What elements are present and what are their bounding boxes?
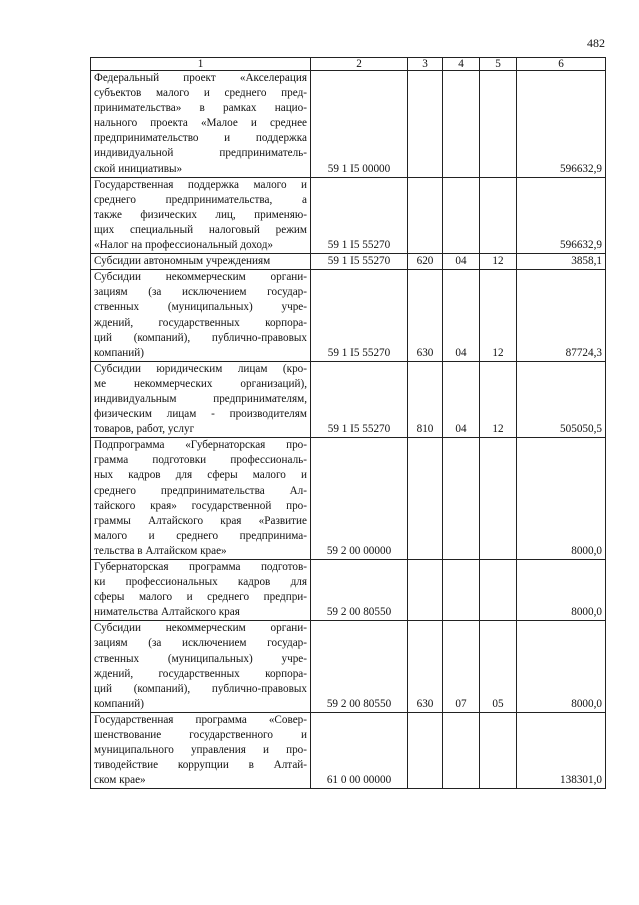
row-name-line: ки профессиональных кадров для: [94, 576, 307, 589]
row-name-line: граммы Алтайского края «Развитие: [94, 514, 307, 527]
column-header: 3: [408, 58, 443, 71]
table-row: [91, 177, 606, 253]
row-name-line: щих специальный налоговый режим: [94, 223, 307, 236]
row-name-line: нимательства Алтайского края: [94, 606, 240, 619]
amount-cell: 596632,9: [517, 177, 606, 253]
section-cell: [443, 560, 480, 621]
column-header: 6: [517, 58, 606, 71]
subsection-cell: 12: [480, 361, 517, 437]
table-row: [91, 71, 606, 178]
section-cell: 04: [443, 270, 480, 362]
subsection-cell: [480, 560, 517, 621]
amount-cell: 138301,0: [517, 712, 606, 788]
column-header: 1: [91, 58, 311, 71]
row-name-line: Губернаторская программа подготов-: [94, 561, 307, 573]
amount-cell: 8000,0: [517, 560, 606, 621]
target-code-cell: 59 1 I5 00000: [311, 71, 408, 178]
row-name-line: также физических лиц, применяю-: [94, 208, 307, 221]
column-header: 4: [443, 58, 480, 71]
row-name-line: ме некоммерческих организаций),: [94, 377, 307, 390]
target-code-cell: 61 0 00 00000: [311, 712, 408, 788]
amount-cell: 87724,3: [517, 270, 606, 362]
expense-type-cell: [408, 438, 443, 560]
row-name-line: индивидуальным предпринимателям,: [94, 392, 307, 405]
row-name-line: субъектов малого и среднего пред-: [94, 87, 307, 100]
target-code-cell: 59 1 I5 55270: [311, 270, 408, 362]
expense-type-cell: 630: [408, 270, 443, 362]
row-name-line: принимательства» в рамках нацио-: [94, 102, 307, 115]
target-code-cell: 59 2 00 80550: [311, 560, 408, 621]
row-name: [91, 361, 311, 437]
amount-cell: 505050,5: [517, 361, 606, 437]
section-cell: [443, 438, 480, 560]
table-row: [91, 361, 606, 437]
amount-cell: 8000,0: [517, 438, 606, 560]
row-name-line: предпринимательство и поддержка: [94, 132, 307, 145]
expense-type-cell: 630: [408, 621, 443, 713]
subsection-cell: 12: [480, 270, 517, 362]
table-row: [91, 560, 606, 621]
row-name-line: сферы малого и среднего предпри-: [94, 591, 307, 604]
row-name-line: нального проекта «Малое и среднее: [94, 117, 307, 130]
table-row: [91, 254, 606, 270]
row-name-line: Субсидии юридическим лицам (кро-: [94, 362, 307, 375]
column-header: 2: [311, 58, 408, 71]
section-cell: 07: [443, 621, 480, 713]
table-row: [91, 712, 606, 788]
row-name-line: ской инициативы»: [94, 162, 183, 175]
row-name-line: компаний): [94, 697, 144, 710]
expense-type-cell: [408, 71, 443, 178]
row-name-line: Субсидии некоммерческим органи-: [94, 622, 307, 635]
row-name-line: Субсидии некоммерческим органи-: [94, 271, 307, 284]
amount-cell: 3858,1: [517, 254, 606, 270]
table-row: [91, 621, 606, 713]
row-name-line: среднего предпринимательства Ал-: [94, 484, 307, 497]
target-code-cell: 59 2 00 00000: [311, 438, 408, 560]
row-name-line: тельства в Алтайском крае»: [94, 544, 227, 557]
row-name-line: ций (компаний), публично-правовых: [94, 331, 307, 344]
target-code-cell: 59 1 I5 55270: [311, 177, 408, 253]
section-cell: [443, 177, 480, 253]
target-code-cell: 59 1 I5 55270: [311, 361, 408, 437]
expense-type-cell: [408, 712, 443, 788]
row-name-line: тиводействие коррупции в Алтай-: [94, 759, 307, 772]
section-cell: [443, 712, 480, 788]
subsection-cell: [480, 177, 517, 253]
row-name-line: ском крае»: [94, 774, 146, 787]
amount-cell: 8000,0: [517, 621, 606, 713]
row-name: [91, 712, 311, 788]
row-name-line: ных кадров для сферы малого и: [94, 469, 307, 482]
table-row: [91, 270, 606, 362]
section-cell: [443, 71, 480, 178]
row-name: [91, 71, 311, 178]
row-name-line: ственных (муниципальных) учре-: [94, 301, 307, 314]
row-name-line: зациям (за исключением государ-: [94, 637, 307, 650]
budget-table: [90, 57, 606, 789]
row-name: [91, 438, 311, 560]
row-name: [91, 560, 311, 621]
row-name-line: среднего предпринимательства, а: [94, 193, 307, 206]
row-name-line: Подпрограмма «Губернаторская про-: [94, 439, 307, 452]
expense-type-cell: 810: [408, 361, 443, 437]
section-cell: 04: [443, 254, 480, 270]
row-name-line: малого и среднего предпринима-: [94, 529, 307, 542]
row-name-line: ждений, государственных корпора-: [94, 667, 307, 680]
row-name-line: тайского края» государственной про-: [94, 499, 307, 512]
row-name-line: индивидуальной предприниматель-: [94, 147, 307, 160]
row-name-line: физическим лицам - производителям: [94, 408, 307, 421]
row-name-line: Субсидии автономным учреждениям: [94, 255, 271, 268]
subsection-cell: 05: [480, 621, 517, 713]
page-number: 482: [587, 36, 605, 50]
subsection-cell: [480, 71, 517, 178]
expense-type-cell: 620: [408, 254, 443, 270]
expense-type-cell: [408, 560, 443, 621]
row-name-line: зациям (за исключением государ-: [94, 286, 307, 299]
amount-cell: 596632,9: [517, 71, 606, 178]
row-name-line: компаний): [94, 346, 144, 359]
subsection-cell: [480, 438, 517, 560]
subsection-cell: [480, 712, 517, 788]
subsection-cell: 12: [480, 254, 517, 270]
target-code-cell: 59 2 00 80550: [311, 621, 408, 713]
expense-type-cell: [408, 177, 443, 253]
row-name-line: грамма подготовки профессиональ-: [94, 454, 307, 467]
row-name-line: муниципального управления и про-: [94, 744, 307, 757]
table-row: [91, 438, 606, 560]
column-header: 5: [480, 58, 517, 71]
row-name: [91, 177, 311, 253]
row-name-line: «Налог на профессиональный доход»: [94, 239, 273, 252]
row-name-line: Государственная программа «Совер-: [94, 713, 307, 726]
row-name: [91, 254, 311, 270]
target-code-cell: 59 1 I5 55270: [311, 254, 408, 270]
row-name-line: Федеральный проект «Акселерация: [94, 72, 307, 84]
row-name: [91, 621, 311, 713]
row-name-line: ций (компаний), публично-правовых: [94, 682, 307, 695]
row-name-line: ственных (муниципальных) учре-: [94, 652, 307, 665]
row-name: [91, 270, 311, 362]
row-name-line: Государственная поддержка малого и: [94, 178, 307, 191]
table-header-row: [91, 58, 606, 71]
section-cell: 04: [443, 361, 480, 437]
row-name-line: ждений, государственных корпора-: [94, 316, 307, 329]
row-name-line: товаров, работ, услуг: [94, 423, 195, 436]
row-name-line: шенствование государственного и: [94, 729, 307, 742]
